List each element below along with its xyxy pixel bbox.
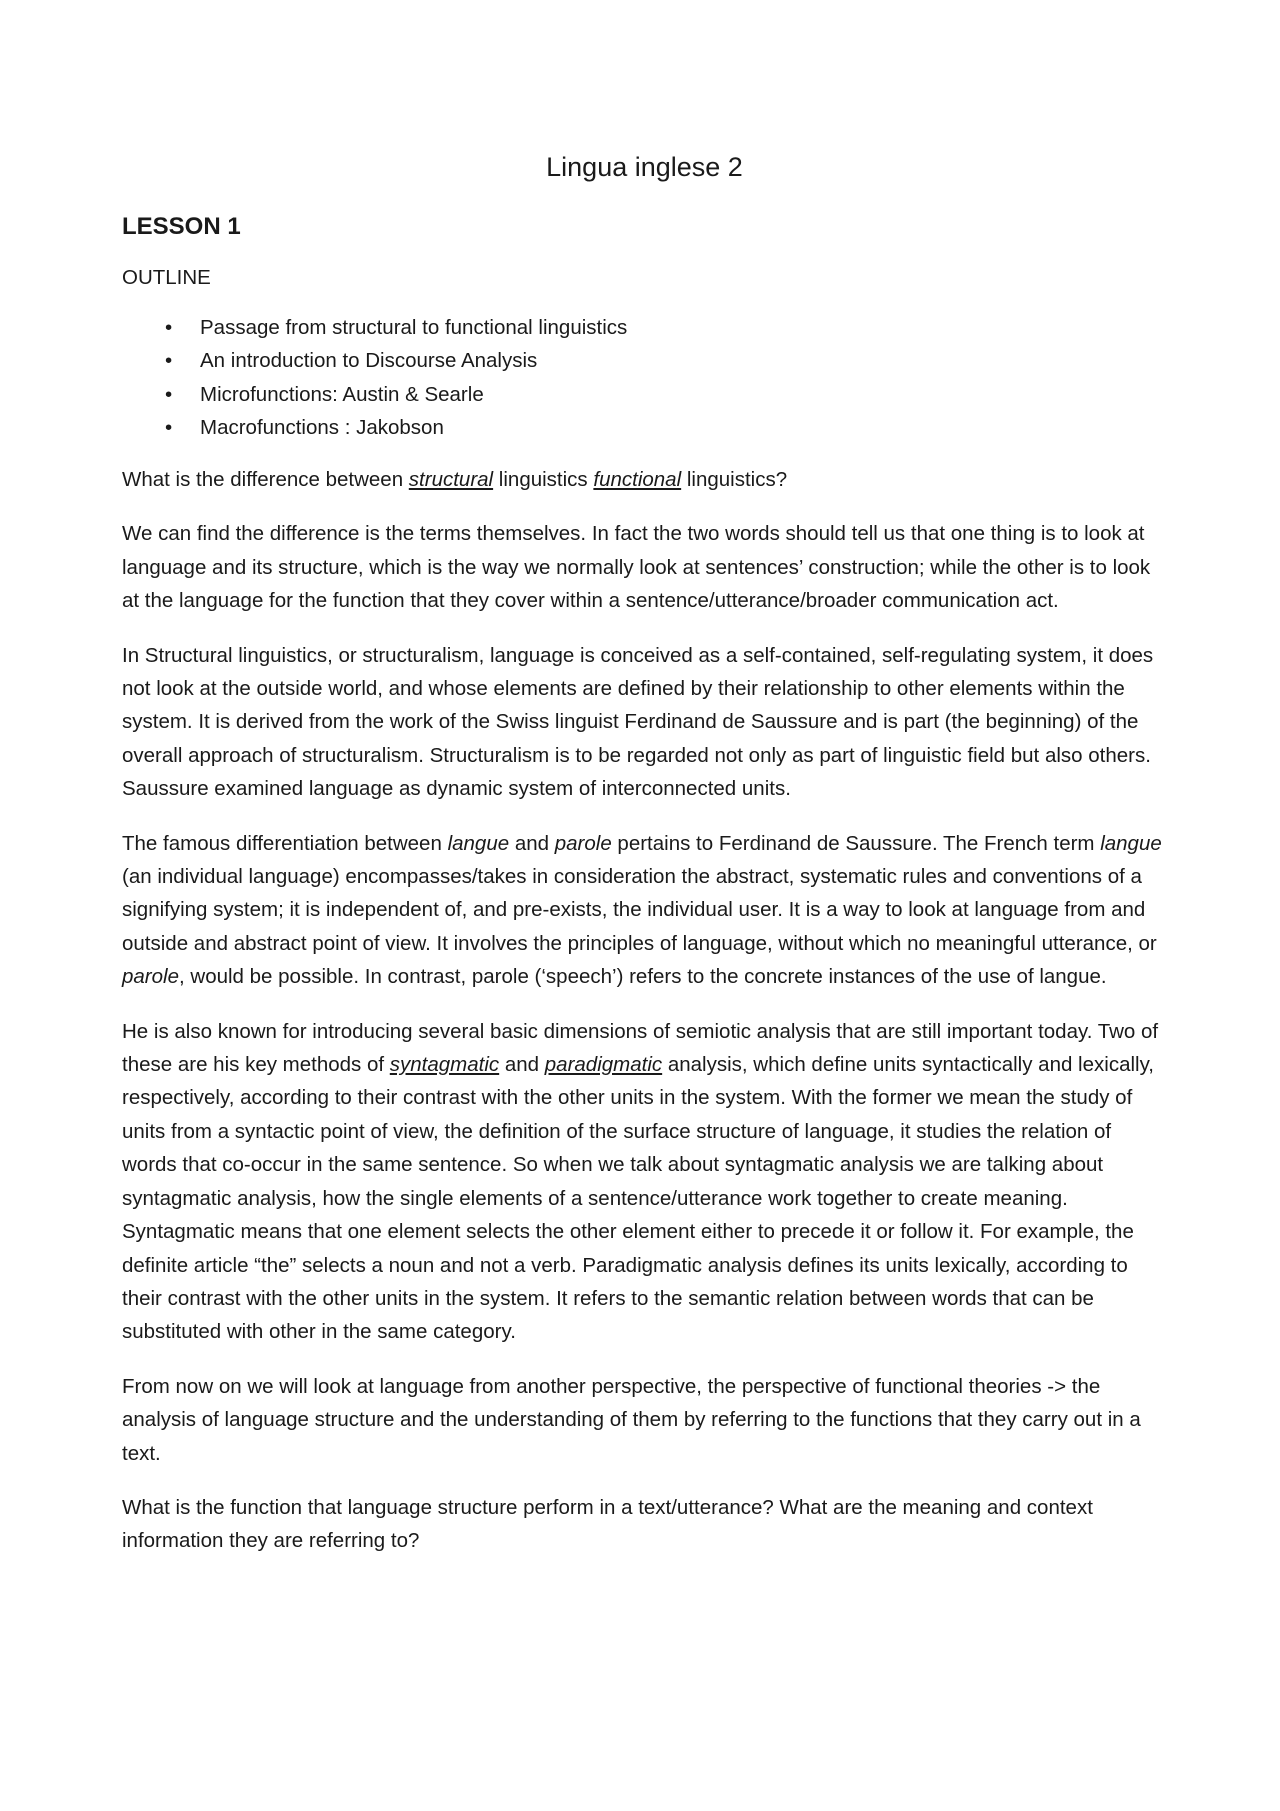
text-run: linguistics? xyxy=(681,467,788,491)
document-title: Lingua inglese 2 xyxy=(546,152,743,182)
paragraph-langue-parole xyxy=(122,827,1167,994)
term-langue: langue xyxy=(447,831,510,855)
question-paragraph xyxy=(122,463,1167,496)
term-langue: langue xyxy=(1100,831,1162,855)
text-run: , would be possible. In contrast, parole (‘speech’) refers to the concrete instances of the use of langue. xyxy=(179,965,1107,989)
text-run: and xyxy=(499,1053,545,1077)
bullet-icon: • xyxy=(165,382,173,406)
bullet-icon: • xyxy=(165,315,173,339)
outline-item-text: Microfunctions: Austin & Searle xyxy=(200,382,484,406)
text-run: and xyxy=(509,831,555,855)
paragraph-semiotic-analysis xyxy=(122,1015,1167,1349)
text-run: analysis, which define units syntactically and lexically, respectively, according to their contrast with the other units in the system. With the former we mean the study of units from a syntactic point of view, the definition of the surface structure of language, it studies the relation of words that co-occur in the same sentence. So when we talk about syntagmatic analysis we are talking about syntagmatic analysis, how the single elements of a sentence/utterance work together to create meaning. Syntagmatic means that one element selects the other element either to precede it or follow it. For example, the definite article “the” selects a noun and not a verb. Paradigmatic analysis defines its units lexically, according to their contrast with the other units in the system. It refers to the semantic relation between words that can be substituted with other in the same category. xyxy=(122,1053,1155,1344)
text-run: (an individual language) encompasses/takes in consideration the abstract, systematic rules and conventions of a signifying system; it is independent of, and pre-exists, the individual user. It is a way to look at language from and outside and abstract point of view. It involves the principles of language, without which no meaningful utterance, or xyxy=(122,865,1157,955)
paragraph-function-question: What is the function that language structure perform in a text/utterance? What are the meaning and context information they are referring to? xyxy=(122,1495,1093,1553)
outline-item-text: An introduction to Discourse Analysis xyxy=(200,349,538,373)
term-parole: parole xyxy=(122,965,179,989)
term-syntagmatic: syntagmatic xyxy=(389,1053,500,1077)
text-run: What is the difference between xyxy=(122,467,409,491)
paragraph-structuralism: In Structural linguistics, or structuralism, language is conceived as a self-contained, self-regulating system, it does not look at the outside world, and whose elements are defined by their relationship to other elements within the system. It is derived from the work of the Swiss linguist Ferdinand de Saussure and is part (the beginning) of the overall approach of structuralism. Structuralism is to be regarded not only as part of linguistic field but also others. Saussure examined language as dynamic system of interconnected units. xyxy=(122,643,1154,801)
outline-item xyxy=(122,311,1167,345)
bullet-icon: • xyxy=(165,416,173,440)
outline-label: OUTLINE xyxy=(122,266,211,290)
paragraph-difference: We can find the difference is the terms themselves. In fact the two words should tell us that one thing is to look at language and its structure, which is the way we normally look at sentences’ construction; while the other is to look at the language for the function that they cover within a sentence/utterance/broader communication act. xyxy=(122,522,1151,613)
text-run: The famous differentiation between xyxy=(122,831,448,855)
term-parole: parole xyxy=(554,831,612,855)
outline-item xyxy=(122,378,1167,412)
outline-list xyxy=(122,311,1167,445)
bullet-icon: • xyxy=(165,349,173,373)
lesson-heading: LESSON 1 xyxy=(122,213,241,241)
outline-item xyxy=(122,344,1167,378)
term-paradigmatic: paradigmatic xyxy=(544,1053,663,1077)
text-run: pertains to Ferdinand de Saussure. The French term xyxy=(611,831,1101,855)
text-run: linguistics xyxy=(493,467,594,491)
paragraph-functional-theories: From now on we will look at language from another perspective, the perspective of functional theories -> the analysis of language structure and the understanding of them by referring to the functions that they carry out in a text. xyxy=(122,1374,1141,1465)
outline-item-text: Macrofunctions : Jakobson xyxy=(200,416,444,440)
document-page xyxy=(122,150,1167,1579)
term-functional: functional xyxy=(593,467,682,491)
term-structural: structural xyxy=(408,467,494,491)
outline-item-text: Passage from structural to functional linguistics xyxy=(200,315,628,339)
text-run: He is also known for introducing several basic dimensions of semiotic analysis that are still important today. Two of these are his key methods of xyxy=(122,1019,1159,1077)
outline-item xyxy=(122,411,1167,445)
